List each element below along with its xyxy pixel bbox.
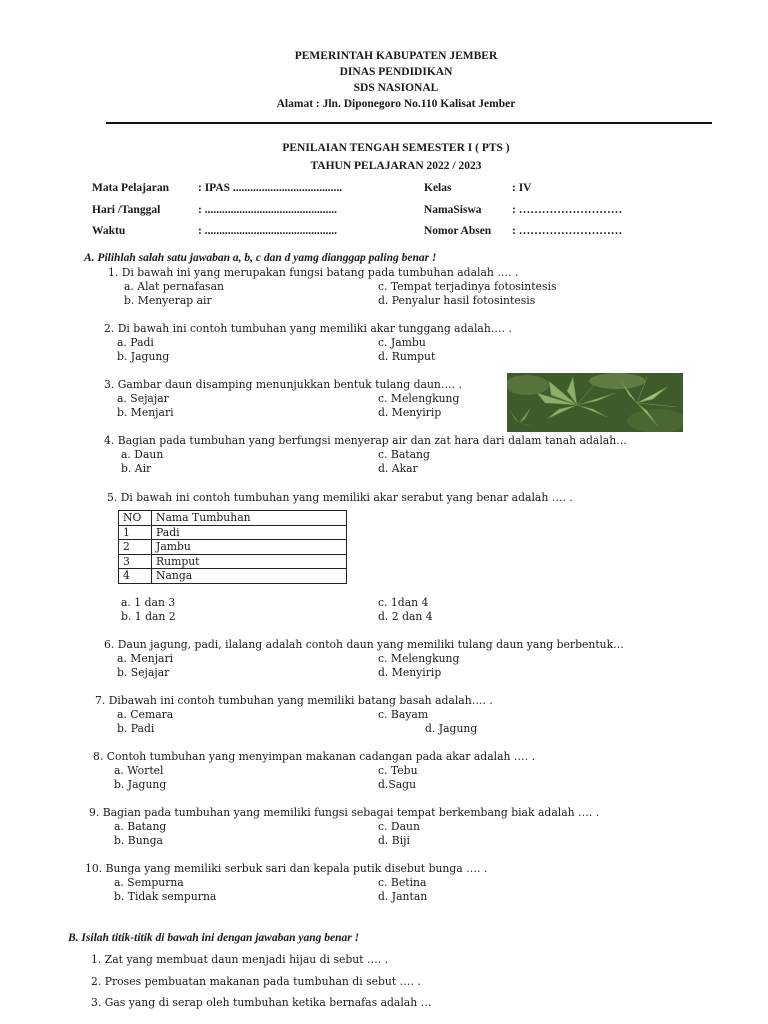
school-government: PEMERINTAH KABUPATEN JEMBER (294, 50, 498, 62)
q7-option-d: d. Jagung (425, 722, 478, 735)
q5-option-c: c. 1dan 4 (378, 596, 429, 609)
essay-question-2: 2. Proses pembuatan makanan pada tumbuhan di sebut …. . (91, 975, 421, 988)
q9-option-d: d. Biji (378, 834, 410, 847)
question-8: 8. Contoh tumbuhan yang menyimpan makanan cadangan pada akar adalah …. . (93, 750, 536, 763)
table-header-row (119, 511, 347, 526)
q5-option-d: d. 2 dan 4 (378, 610, 433, 623)
q3-option-a: a. Sejajar (117, 392, 169, 405)
cassava-leaf-image (507, 373, 683, 432)
q1-option-b: b. Menyerap air (124, 294, 212, 307)
q4-option-a: a. Daun (121, 448, 164, 461)
student-name-field: : ……………………… (512, 204, 623, 216)
q7-option-b: b. Padi (117, 722, 155, 735)
table-cell-plant: Rumput (152, 554, 347, 569)
q3-option-d: d. Menyirip (378, 406, 442, 419)
q10-option-b: b. Tidak sempurna (114, 890, 217, 903)
subject-label: Mata Pelajaran (92, 182, 169, 194)
student-name-label: NamaSiswa (424, 204, 482, 216)
plants-table (118, 510, 347, 584)
time-field: : .............................................. (198, 225, 337, 237)
absence-number-field: : ……………………… (512, 225, 623, 237)
q2-option-a: a. Padi (117, 336, 154, 349)
q5-option-a: a. 1 dan 3 (121, 596, 176, 609)
table-cell-no: 2 (119, 540, 152, 555)
q6-option-a: a. Menjari (117, 652, 174, 665)
q3-option-b: b. Menjari (117, 406, 174, 419)
q10-option-d: d. Jantan (378, 890, 428, 903)
question-5: 5. Di bawah ini contoh tumbuhan yang memiliki akar serabut yang benar adalah …. . (107, 491, 573, 504)
section-a-title: A. Pilihlah salah satu jawaban a, b, c dan d yamg dianggap paling benar ! (84, 252, 437, 264)
q6-option-d: d. Menyirip (378, 666, 442, 679)
table-row (119, 554, 347, 569)
question-4: 4. Bagian pada tumbuhan yang berfungsi menyerap air dan zat hara dari dalam tanah adalah… (104, 434, 627, 447)
school-department: DINAS PENDIDIKAN (339, 66, 453, 78)
question-9: 9. Bagian pada tumbuhan yang memiliki fungsi sebagai tempat berkembang biak adalah …. . (89, 806, 600, 819)
absence-number-label: Nomor Absen (424, 225, 492, 237)
table-cell-plant: Padi (152, 525, 347, 540)
q6-option-b: b. Sejajar (117, 666, 170, 679)
exam-year: TAHUN PELAJARAN 2022 / 2023 (310, 160, 482, 172)
q2-option-c: c. Jambu (378, 336, 426, 349)
table-header-no: NO (119, 511, 152, 526)
table-row (119, 569, 347, 584)
leaf-illustration (507, 373, 683, 432)
table-cell-no: 1 (119, 525, 152, 540)
q10-option-a: a. Sempurna (114, 876, 184, 889)
table-cell-plant: Nanga (152, 569, 347, 584)
q8-option-c: c. Tebu (378, 764, 418, 777)
subject-value: : IPAS ...................................... (198, 182, 343, 194)
q4-option-c: c. Batang (378, 448, 430, 461)
q4-option-d: d. Akar (378, 462, 418, 475)
q1-option-c: c. Tempat terjadinya fotosintesis (378, 280, 557, 293)
q9-option-b: b. Bunga (114, 834, 163, 847)
table-cell-no: 3 (119, 554, 152, 569)
q5-option-b: b. 1 dan 2 (121, 610, 176, 623)
q1-option-d: d. Penyalur hasil fotosintesis (378, 294, 536, 307)
question-3: 3. Gambar daun disamping menunjukkan bentuk tulang daun…. . (104, 378, 462, 391)
q10-option-c: c. Betina (378, 876, 427, 889)
header-divider (106, 122, 712, 124)
class-value: : IV (512, 182, 532, 194)
question-6: 6. Daun jagung, padi, ilalang adalah contoh daun yang memiliki tulang daun yang berbentuk… (104, 638, 624, 651)
table-cell-plant: Jambu (152, 540, 347, 555)
q3-option-c: c. Melengkung (378, 392, 460, 405)
q9-option-c: c. Daun (378, 820, 420, 833)
q8-option-b: b. Jagung (114, 778, 167, 791)
q7-option-a: a. Cemara (117, 708, 174, 721)
q1-option-a: a. Alat pernafasan (124, 280, 224, 293)
exam-title: PENILAIAN TENGAH SEMESTER I ( PTS ) (282, 142, 510, 154)
table-cell-no: 4 (119, 569, 152, 584)
table-row (119, 540, 347, 555)
q6-option-c: c. Melengkung (378, 652, 460, 665)
q8-option-d: d.Sagu (378, 778, 417, 791)
class-label: Kelas (424, 182, 452, 194)
q2-option-b: b. Jagung (117, 350, 170, 363)
section-b-title: B. Isilah titik-titik di bawah ini dengan jawaban yang benar ! (68, 932, 360, 944)
essay-question-1: 1. Zat yang membuat daun menjadi hijau di sebut …. . (91, 953, 389, 966)
question-2: 2. Di bawah ini contoh tumbuhan yang memiliki akar tunggang adalah…. . (104, 322, 512, 335)
q4-option-b: b. Air (121, 462, 152, 475)
question-7: 7. Dibawah ini contoh tumbuhan yang memiliki batang basah adalah…. . (95, 694, 493, 707)
school-name: SDS NASIONAL (353, 82, 439, 94)
table-header-plant-name: Nama Tumbuhan (152, 511, 347, 526)
q8-option-a: a. Wortel (114, 764, 164, 777)
time-label: Waktu (92, 225, 126, 237)
date-field: : .............................................. (198, 204, 337, 216)
table-row (119, 525, 347, 540)
date-label: Hari /Tanggal (92, 204, 161, 216)
school-address: Alamat : Jln. Diponegoro No.110 Kalisat Jember (276, 98, 516, 110)
essay-question-3: 3. Gas yang di serap oleh tumbuhan ketika bernafas adalah … (91, 996, 432, 1009)
question-1: 1. Di bawah ini yang merupakan fungsi batang pada tumbuhan adalah …. . (108, 266, 519, 279)
q7-option-c: c. Bayam (378, 708, 429, 721)
question-10: 10. Bunga yang memiliki serbuk sari dan kepala putik disebut bunga …. . (85, 862, 488, 875)
q9-option-a: a. Batang (114, 820, 167, 833)
q2-option-d: d. Rumput (378, 350, 436, 363)
